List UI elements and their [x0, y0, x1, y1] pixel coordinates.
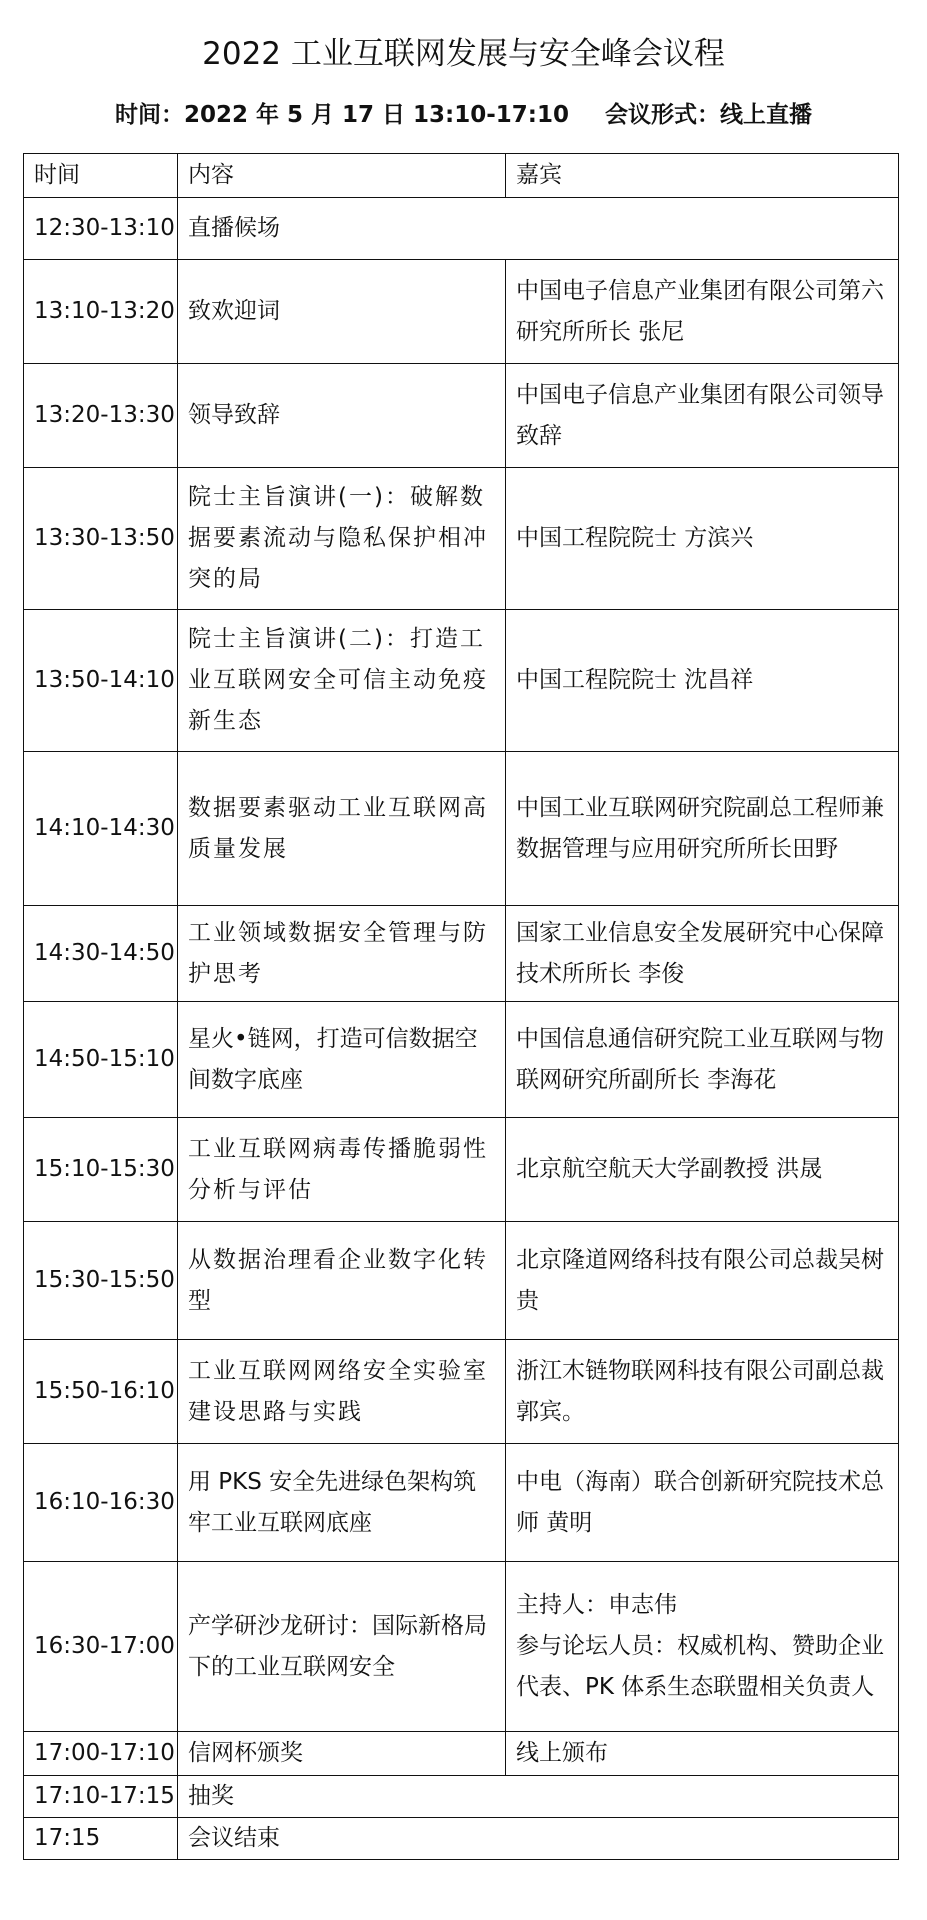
table-row — [24, 1340, 899, 1444]
row-content: 院士主旨演讲(一)：破解数据要素流动与隐私保护相冲突的局 — [178, 468, 506, 610]
table-row — [24, 1444, 899, 1562]
row-content: 工业互联网网络安全实验室建设思路与实践 — [178, 1340, 506, 1444]
row-time: 13:50-14:10 — [24, 610, 178, 752]
row-content: 从数据治理看企业数字化转型 — [178, 1222, 506, 1340]
row-guest: 线上颁布 — [506, 1732, 899, 1776]
table-row — [24, 260, 899, 364]
row-time: 13:30-13:50 — [24, 468, 178, 610]
row-content: 抽奖 — [178, 1776, 899, 1818]
row-content: 产学研沙龙研讨：国际新格局下的工业互联网安全 — [178, 1562, 506, 1732]
row-content: 工业互联网病毒传播脆弱性分析与评估 — [178, 1118, 506, 1222]
row-guest-panel: 参与论坛人员：权威机构、赞助企业代表、PK 体系生态联盟相关负责人 — [516, 1633, 884, 1700]
table-row — [24, 752, 899, 906]
table-row — [24, 1002, 899, 1118]
table-row — [24, 1732, 899, 1776]
row-guest: 中电（海南）联合创新研究院技术总师 黄明 — [506, 1444, 899, 1562]
row-content: 致欢迎词 — [178, 260, 506, 364]
table-row — [24, 468, 899, 610]
table-row — [24, 906, 899, 1002]
agenda-table — [23, 153, 899, 1860]
header-time: 时间 — [24, 154, 178, 198]
row-time: 16:30-17:00 — [24, 1562, 178, 1732]
row-time: 17:15 — [24, 1818, 178, 1860]
row-time: 17:10-17:15 — [24, 1776, 178, 1818]
row-time: 12:30-13:10 — [24, 198, 178, 260]
row-content: 院士主旨演讲(二)：打造工业互联网安全可信主动免疫新生态 — [178, 610, 506, 752]
table-row — [24, 1222, 899, 1340]
table-row — [24, 364, 899, 468]
row-content: 工业领域数据安全管理与防护思考 — [178, 906, 506, 1002]
page-title: 2022 工业互联网发展与安全峰会议程 — [202, 36, 725, 72]
row-content: 会议结束 — [178, 1818, 899, 1860]
row-time: 15:50-16:10 — [24, 1340, 178, 1444]
row-time: 15:30-15:50 — [24, 1222, 178, 1340]
table-row — [24, 1818, 899, 1860]
row-guest: 中国工程院院士 沈昌祥 — [506, 610, 899, 752]
table-row — [24, 610, 899, 752]
row-time: 14:30-14:50 — [24, 906, 178, 1002]
row-guest-cell — [506, 1562, 899, 1732]
row-guest-host: 主持人：申志伟 — [516, 1592, 677, 1618]
row-time: 14:10-14:30 — [24, 752, 178, 906]
row-guest: 中国工业互联网研究院副总工程师兼数据管理与应用研究所所长田野 — [506, 752, 899, 906]
row-time: 13:20-13:30 — [24, 364, 178, 468]
table-header-row — [24, 154, 899, 198]
row-time: 15:10-15:30 — [24, 1118, 178, 1222]
meeting-time: 时间：2022 年 5 月 17 日 13:10-17:10 — [114, 102, 570, 128]
row-content: 直播候场 — [178, 198, 899, 260]
meeting-info — [0, 96, 927, 129]
row-time: 13:10-13:20 — [24, 260, 178, 364]
row-guest: 国家工业信息安全发展研究中心保障技术所所长 李俊 — [506, 906, 899, 1002]
row-content: 领导致辞 — [178, 364, 506, 468]
row-guest: 中国电子信息产业集团有限公司第六研究所所长 张尼 — [506, 260, 899, 364]
row-content: 用 PKS 安全先进绿色架构筑牢工业互联网底座 — [178, 1444, 506, 1562]
row-content: 数据要素驱动工业互联网高质量发展 — [178, 752, 506, 906]
row-time: 17:00-17:10 — [24, 1732, 178, 1776]
row-guest: 中国工程院院士 方滨兴 — [506, 468, 899, 610]
row-guest: 浙江木链物联网科技有限公司副总裁 郭宾。 — [506, 1340, 899, 1444]
table-row — [24, 198, 899, 260]
table-row — [24, 1562, 899, 1732]
meeting-format: 会议形式：线上直播 — [605, 102, 813, 128]
table-row — [24, 1118, 899, 1222]
table-row — [24, 1776, 899, 1818]
row-guest: 中国电子信息产业集团有限公司领导致辞 — [506, 364, 899, 468]
row-time: 16:10-16:30 — [24, 1444, 178, 1562]
row-guest: 北京航空航天大学副教授 洪晟 — [506, 1118, 899, 1222]
header-guest: 嘉宾 — [506, 154, 899, 198]
row-content: 信网杯颁奖 — [178, 1732, 506, 1776]
row-guest: 中国信息通信研究院工业互联网与物联网研究所副所长 李海花 — [506, 1002, 899, 1118]
row-time: 14:50-15:10 — [24, 1002, 178, 1118]
row-content: 星火•链网，打造可信数据空间数字底座 — [178, 1002, 506, 1118]
header-content: 内容 — [178, 154, 506, 198]
row-guest: 北京隆道网络科技有限公司总裁吴树贵 — [506, 1222, 899, 1340]
